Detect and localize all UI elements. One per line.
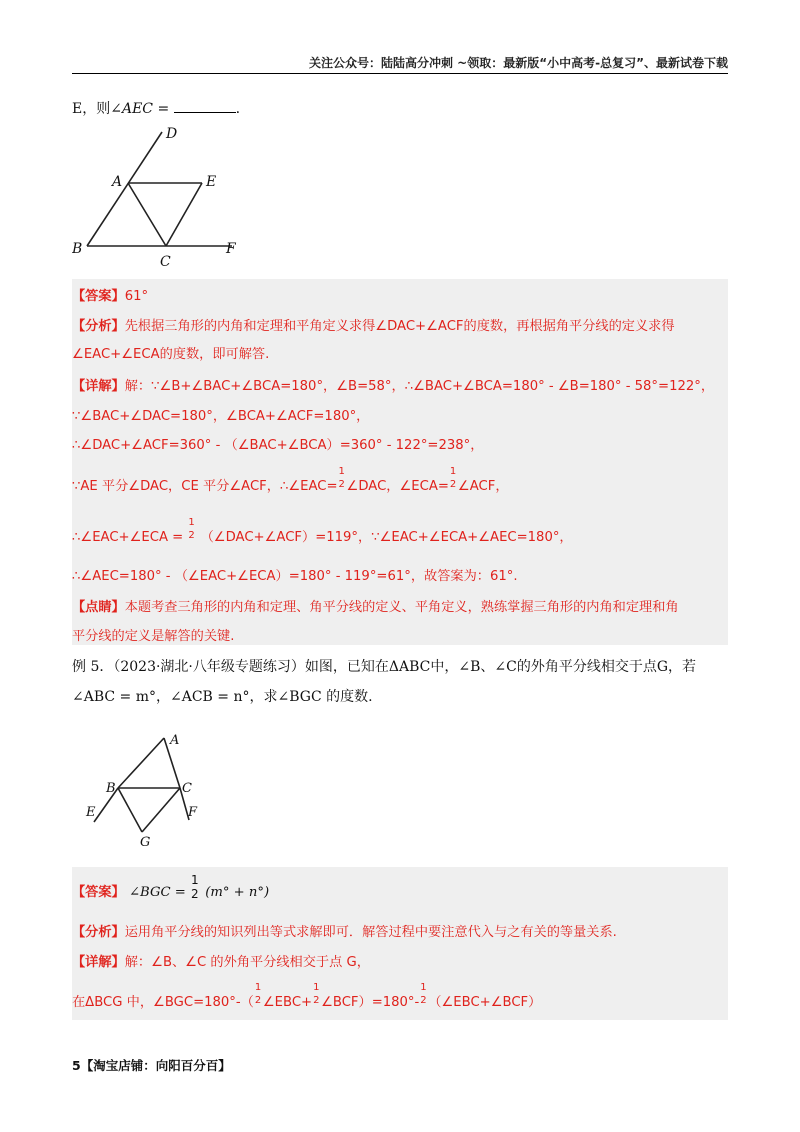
question-prefix: E，则 (72, 101, 111, 117)
fraction-half (338, 466, 347, 493)
fraction-half (190, 873, 201, 901)
label-B: B (72, 241, 83, 257)
tip-line-1: 本题考查三角形的内角和定理、角平分线的定义、平角定义，熟练掌握三角形的内角和定理和角 (124, 600, 679, 615)
detail2-line-1: 解：∠B、∠C 的外角平分线相交于点 G， (124, 955, 370, 970)
detail2-line-2a: 在ΔBCG 中，∠BGC=180°-（ (72, 995, 254, 1010)
fraction-half (187, 517, 196, 544)
page-footer: 5【淘宝店铺：向阳百分百】 (72, 1058, 231, 1073)
detail2-tag: 【详解】 (72, 955, 125, 970)
frac-num: 1 (449, 466, 457, 477)
analysis-tag: 【分析】 (72, 319, 125, 334)
fraction-half (419, 982, 428, 1009)
frac-num: 1 (420, 982, 427, 993)
detail-line-5b: （∠DAC+∠ACF）=119°，∵∠EAC+∠ECA+∠AEC=180°， (200, 530, 573, 545)
detail2-line-2b: ∠EBC+ (262, 995, 313, 1010)
detail2-line-2 (72, 982, 542, 1010)
frac-den: 2 (420, 995, 427, 1006)
frac-den: 2 (254, 995, 262, 1006)
fraction-half (449, 466, 458, 493)
detail-line-4c: ∠ACF， (457, 479, 509, 494)
detail-line-4 (72, 466, 509, 494)
answer-tag: 【答案】 (72, 289, 125, 304)
detail-line-4a: ∵AE 平分∠DAC，CE 平分∠ACF，∴∠EAC= (72, 479, 338, 494)
frac-num: 1 (188, 517, 195, 528)
question-angle: ∠AEC = (110, 101, 170, 117)
label-F: F (226, 241, 236, 257)
label-E: E (206, 174, 217, 190)
frac-den: 2 (338, 479, 345, 490)
answer-block-1 (72, 279, 728, 645)
fraction-half (254, 982, 263, 1009)
detail2-line-2d: （∠EBC+∠BCF） (428, 995, 542, 1010)
fig2-label-F: F (188, 805, 198, 820)
label-D: D (166, 126, 178, 142)
answer2-formula-b: (m° + n°) (205, 885, 270, 900)
detail-line-5 (72, 517, 573, 545)
analysis2-row (72, 921, 617, 940)
header-rule (72, 73, 728, 74)
fig2-label-B: B (106, 781, 116, 796)
figure-2-diagram (84, 728, 204, 850)
analysis-row (72, 315, 675, 334)
page-header: 关注公众号：陆陆高分冲刺 ~领取：最新版“小中高考-总复习”、最新试卷下载 (309, 56, 728, 70)
fig2-label-G: G (140, 835, 151, 850)
fig2-label-A: A (170, 733, 180, 748)
frac-den: 2 (191, 887, 199, 901)
answer-blank (174, 100, 236, 113)
tip-line-2: 平分线的定义是解答的关键. (72, 629, 235, 644)
frac-den: 2 (449, 479, 457, 490)
fig2-label-E: E (86, 805, 96, 820)
fraction-half (312, 982, 321, 1009)
fig2-label-C: C (182, 781, 192, 796)
answer2-tag: 【答案】 (72, 885, 125, 900)
detail-line-3: ∴∠DAC+∠ACF=360° - （∠BAC+∠BCA）=360° - 122°=238°， (72, 438, 484, 453)
frac-num: 1 (338, 466, 345, 477)
detail-line-2: ∵∠BAC+∠DAC=180°，∠BCA+∠ACF=180°， (72, 409, 370, 424)
detail-row (72, 375, 714, 394)
answer2-formula-a: ∠BGC = (128, 885, 186, 900)
figure-1-diagram (72, 122, 252, 272)
detail-tag: 【详解】 (72, 379, 125, 394)
frac-num: 1 (313, 982, 320, 993)
answer-value: 61° (124, 289, 149, 304)
analysis2-text: 运用角平分线的知识列出等式求解即可．解答过程中要注意代入与之有关的等量关系. (124, 925, 617, 940)
label-C: C (160, 254, 171, 270)
analysis-line-1: 先根据三角形的内角和定理和平角定义求得∠DAC+∠ACF的度数，再根据角平分线的定义求得 (124, 319, 675, 334)
answer-row (72, 285, 148, 304)
detail-line-6: ∴∠AEC=180° - （∠EAC+∠ECA）=180° - 119°=61°，故答案为：61°. (72, 569, 518, 584)
frac-num: 1 (254, 982, 262, 993)
frac-num: 1 (191, 873, 199, 887)
answer2-row (72, 873, 270, 901)
label-A: A (112, 174, 123, 190)
detail-line-1: 解：∵∠B+∠BAC+∠BCA=180°，∠B=58°，∴∠BAC+∠BCA=180° - ∠B=180° - 58°=122°， (124, 379, 715, 394)
tip-row (72, 596, 679, 615)
detail-line-4b: ∠DAC，∠ECA= (346, 479, 449, 494)
detail-line-5a: ∴∠EAC+∠ECA = (72, 530, 184, 545)
question-period: . (235, 101, 241, 117)
example-5-line-2: ∠ABC = m°，∠ACB = n°，求∠BGC 的度数. (72, 689, 373, 705)
analysis2-tag: 【分析】 (72, 925, 125, 940)
answer-block-2 (72, 867, 728, 1020)
example-5-line-1: 例 5．（2023·湖北·八年级专题练习）如图，已知在ΔABC中，∠B、∠C的外角平分线相交于点G，若 (72, 659, 697, 675)
detail2-row (72, 951, 370, 970)
analysis-line-2: ∠EAC+∠ECA的度数，即可解答. (72, 347, 270, 362)
frac-den: 2 (313, 995, 320, 1006)
detail2-line-2c: ∠BCF）=180°- (321, 995, 420, 1010)
question-tail (72, 98, 240, 118)
tip-tag: 【点睛】 (72, 600, 125, 615)
frac-den: 2 (188, 530, 195, 541)
